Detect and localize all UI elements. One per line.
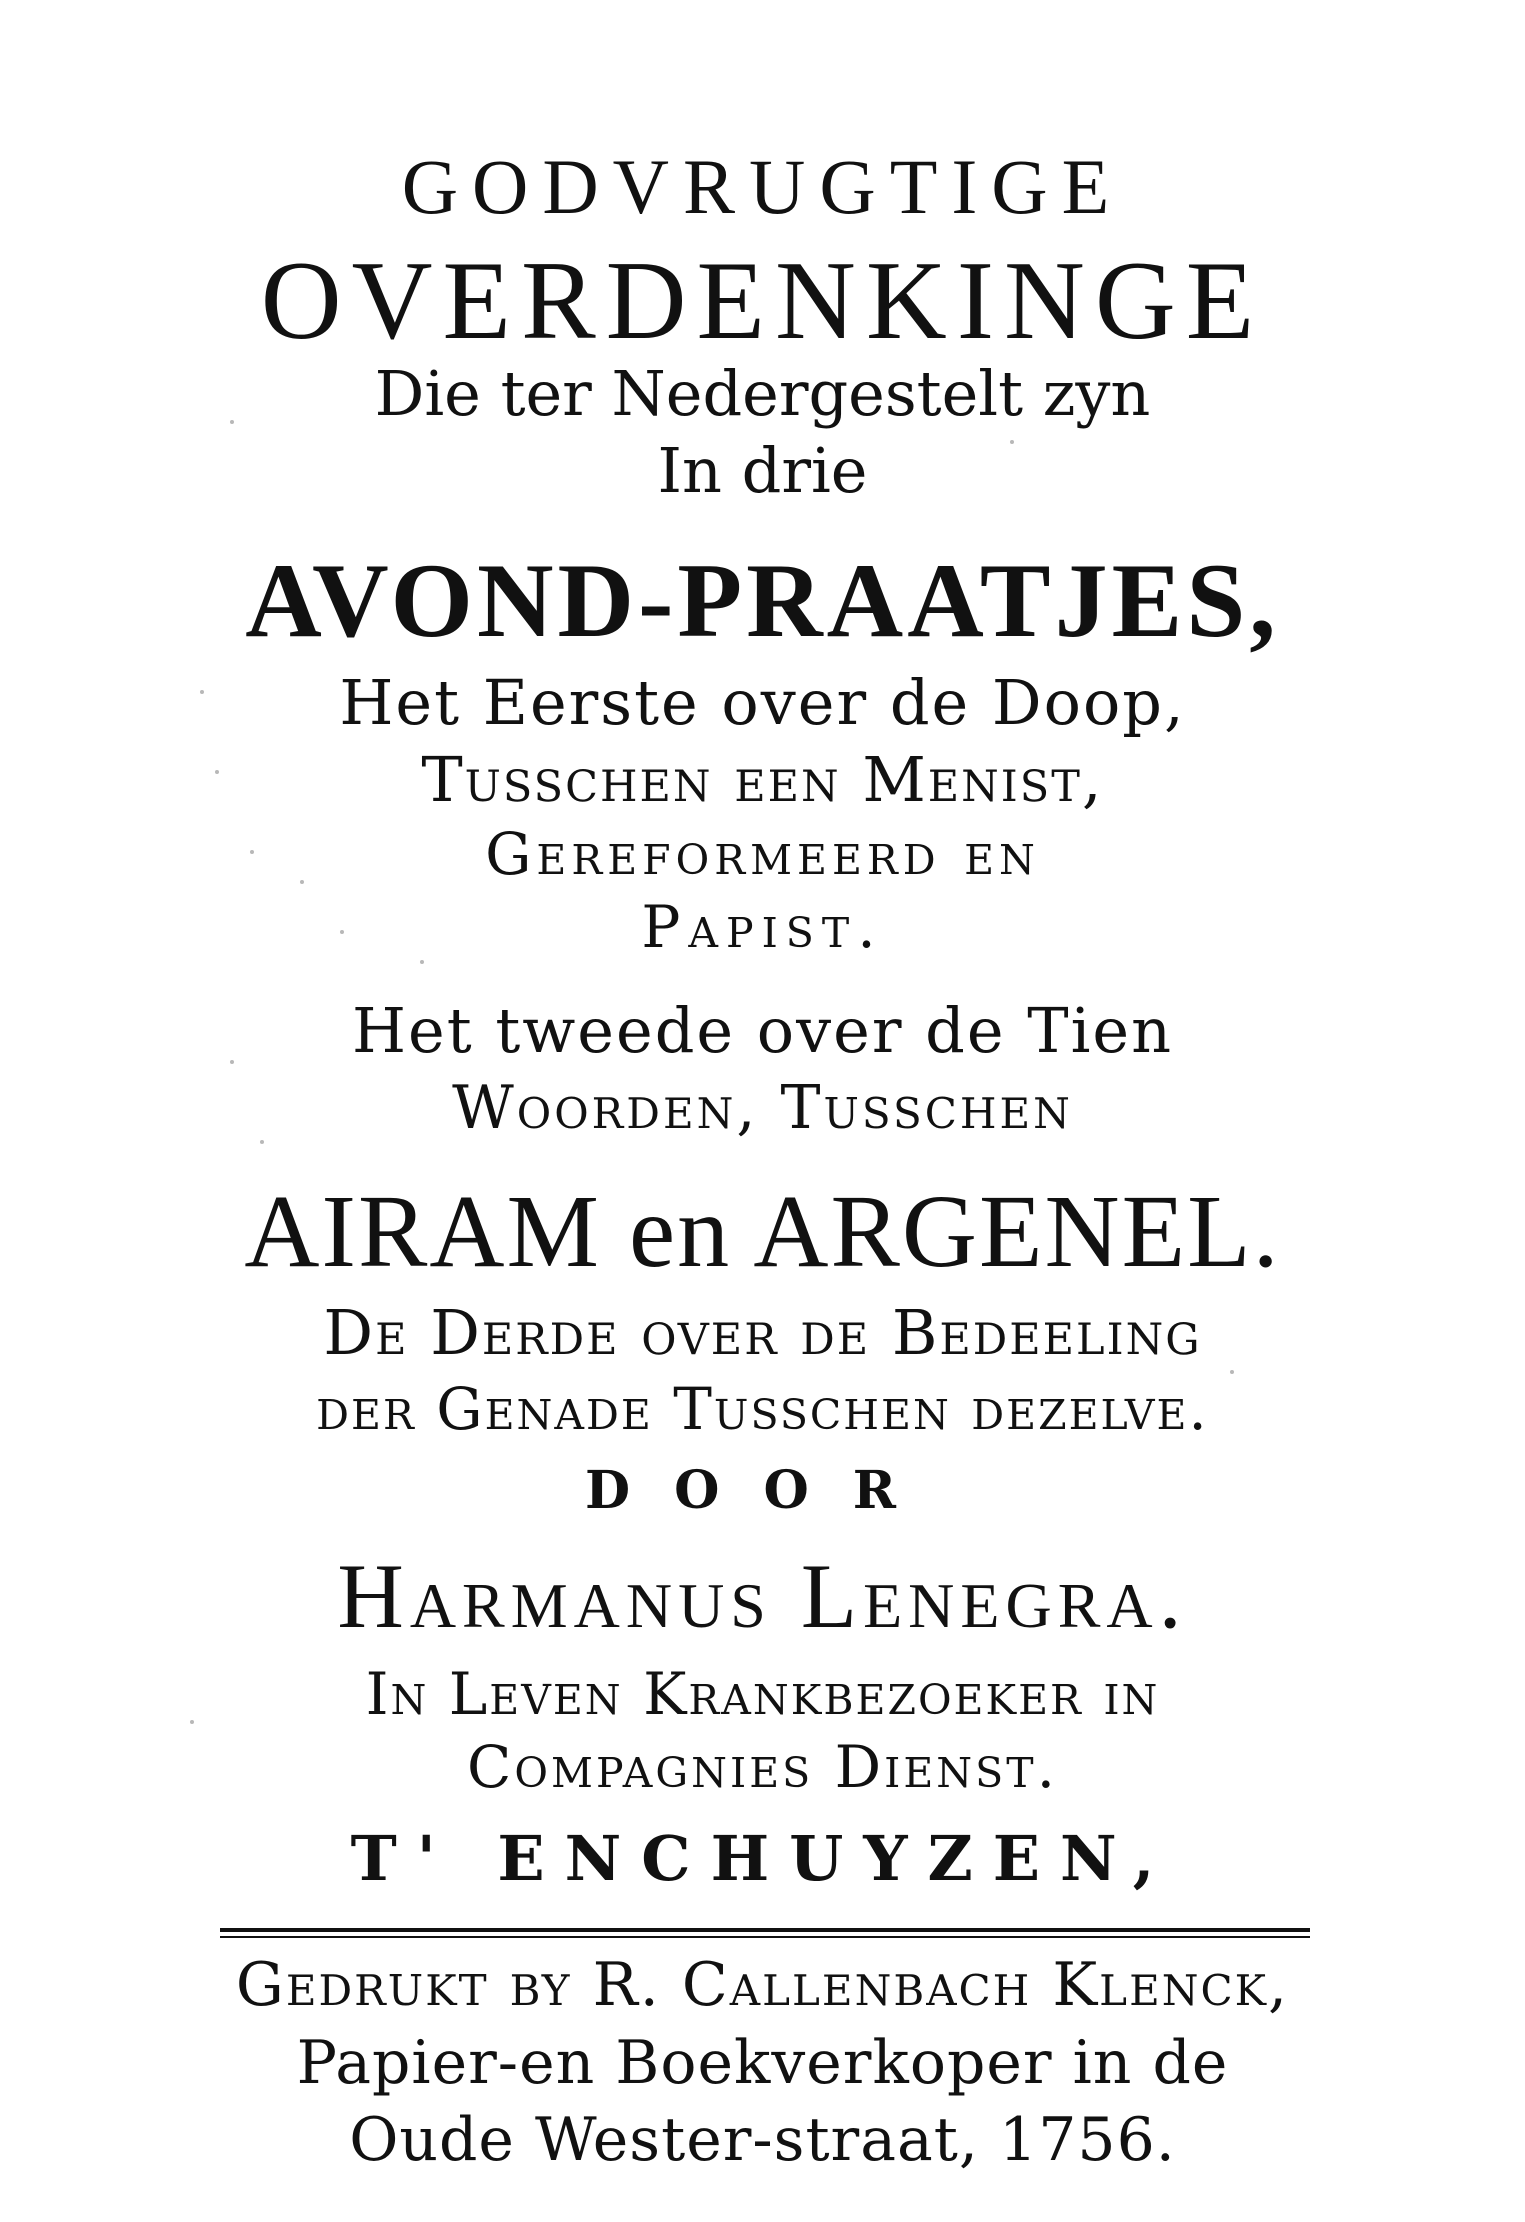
text-line-het-eerste: Het Eerste over de Doop, <box>339 666 1186 739</box>
imprint-line-address-year: Oude Wester-straat, 1756. <box>349 2105 1176 2175</box>
scan-speck <box>340 930 344 934</box>
scan-speck <box>200 690 204 694</box>
title-line-airam-argenel: AIRAM en ARGENEL. <box>244 1174 1281 1289</box>
scan-speck <box>260 1140 264 1144</box>
scan-speck <box>250 850 254 854</box>
text-line-de-derde: De Derde over de Bedeeling <box>323 1296 1202 1369</box>
scan-speck <box>300 880 304 884</box>
divider-rule-thin <box>220 1936 1310 1938</box>
subtitle-line-in-drie: In drie <box>657 434 868 507</box>
scan-speck <box>215 770 219 774</box>
imprint-line-bookseller: Papier-en Boekverkoper in de <box>296 2028 1229 2098</box>
text-line-compagnies: Compagnies Dienst. <box>466 1733 1059 1801</box>
text-line-tusschen-menist: Tusschen een Menist, <box>421 743 1104 816</box>
text-line-in-leven: In Leven Krankbezoeker in <box>365 1660 1160 1728</box>
text-line-het-tweede: Het tweede over de Tien <box>351 994 1174 1067</box>
scan-speck <box>230 420 234 424</box>
title-line-godvrugtige: GODVRUGTIGE <box>401 143 1124 230</box>
scan-speck <box>1010 440 1014 444</box>
divider-rule-thick <box>220 1928 1310 1932</box>
title-line-overdenkinge: OVERDENKINGE <box>260 239 1265 363</box>
text-line-gereformeerd: Gereformeerd en <box>485 820 1040 888</box>
scan-speck <box>1230 1370 1234 1374</box>
title-line-avond-praatjes: AVOND-PRAATJES, <box>245 542 1280 659</box>
scan-speck <box>190 1720 194 1724</box>
scan-speck <box>420 960 424 964</box>
imprint-line-printer: Gedrukt by R. Callenbach Klenck, <box>235 1950 1290 2020</box>
text-line-woorden: Woorden, Tusschen <box>452 1073 1073 1143</box>
text-line-papist: Papist. <box>641 893 884 961</box>
place-of-publication: T' ENCHUYZEN, <box>350 1822 1175 1895</box>
text-line-der-genade: der Genade Tusschen dezelve. <box>316 1375 1209 1443</box>
subtitle-line-die-ter: Die ter Nedergestelt zyn <box>374 357 1151 430</box>
author-name: Harmanus Lenegra. <box>337 1545 1188 1647</box>
text-line-door: DOOR <box>585 1460 940 1521</box>
scan-speck <box>230 1060 234 1064</box>
